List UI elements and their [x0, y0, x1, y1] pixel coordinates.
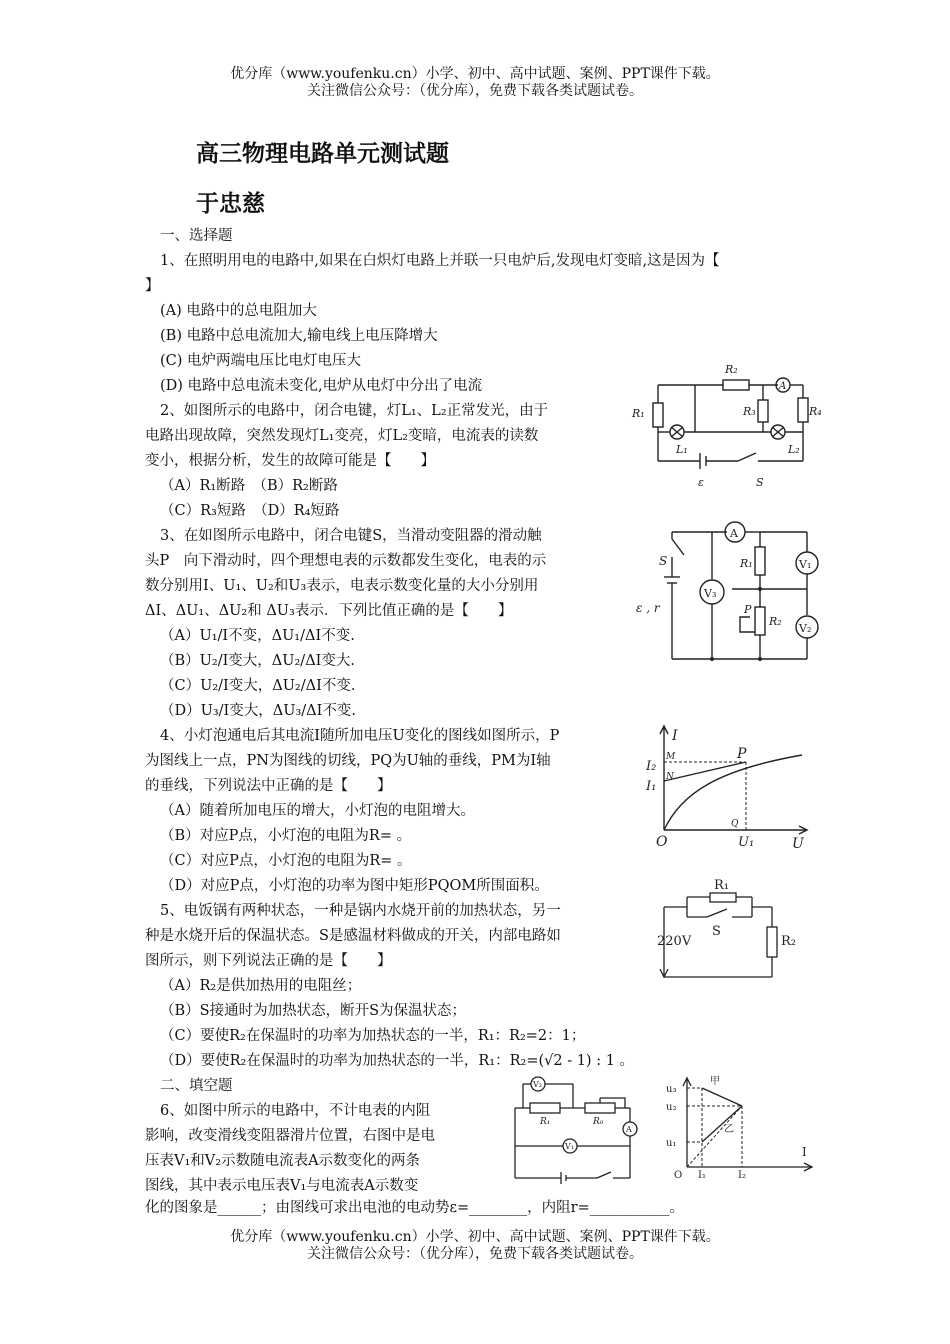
label-r0: R₀: [593, 1117, 604, 1127]
label-emf: ε: [698, 476, 704, 489]
label-r2: R₂: [725, 363, 738, 376]
header-line-1: 优分库（www.youfenku.cn）小学、初中、高中试题、案例、PPT课件下载。: [230, 66, 720, 82]
q4-option-c: （C）对应P点，小灯泡的电阻为R= 。: [160, 853, 412, 869]
point-m-label: M: [666, 752, 676, 762]
q1-stem: 1、在照明用电的电路中,如果在白炽灯电路上并联一只电炉后,发现电灯变暗,这是因为【: [160, 253, 720, 269]
q6-stem-4: 图线，其中表示电压表V₁与电流表A示数变: [145, 1178, 419, 1194]
page-header: [0, 66, 950, 100]
q1-bracket: 】: [145, 278, 160, 294]
point-n-label: N: [666, 772, 674, 782]
line-yi-label: 乙: [724, 1124, 734, 1135]
section-choice: 一、选择题: [160, 228, 233, 244]
point-q-label: Q: [731, 819, 739, 829]
label-switch: S: [756, 476, 764, 489]
label-ammeter: A: [626, 1125, 632, 1134]
label-v2: V₂: [799, 622, 812, 635]
label-l2: L₂: [788, 443, 800, 456]
label-l1: L₁: [676, 443, 688, 456]
q1-option-d: (D) 电路中总电流未变化,电炉从电灯中分出了电流: [160, 378, 483, 394]
label-v1: V₁: [799, 558, 812, 571]
q2-options-ab: （A）R₁断路 （B）R₂断路: [160, 478, 338, 494]
tick-i1: I₁: [698, 1170, 706, 1181]
q2-stem-3: 变小，根据分析，发生的故障可能是【 】: [145, 453, 435, 469]
q5-option-a: （A）R₂是供加热用的电阻丝；: [160, 978, 362, 994]
label-emf-r: ε , r: [636, 601, 660, 615]
section-fill: 二、填空题: [160, 1078, 233, 1094]
q3-stem-3: 数分别用I、U₁、U₂和U₃表示，电表示数变化量的大小分别用: [145, 578, 539, 594]
tick-u2: u₂: [666, 1102, 677, 1113]
label-r2: R₂: [769, 615, 782, 628]
q4-option-d: （D）对应P点，小灯泡的功率为图中矩形PQOM所围面积。: [160, 878, 549, 894]
label-v3: V₃: [704, 587, 717, 600]
q6-stem-1: 6、如图中所示的电路中，不计电表的内阻: [160, 1103, 431, 1119]
q4-option-b: （B）对应P点，小灯泡的电阻为R= 。: [160, 828, 412, 844]
q3-stem-1: 3、在如图所示电路中，闭合电键S，当滑动变阻器的滑动触: [160, 528, 542, 544]
tick-u3: u₃: [666, 1084, 677, 1095]
page-footer: [0, 1229, 950, 1263]
figure-q4-iu-graph: [642, 718, 817, 853]
label-v1: V₁: [565, 1142, 574, 1151]
q5-option-d: （D）要使R₂在保温时的功率为加热状态的一半，R₁：R₂=(√2 - 1) : 1 。: [160, 1053, 635, 1069]
q5-option-b: （B）S接通时为加热状态，断开S为保温状态；: [160, 1003, 467, 1019]
q4-stem-2: 为图线上一点，PN为图线的切线，PQ为U轴的垂线，PM为I轴: [145, 753, 551, 769]
line-jia-label: 甲: [710, 1076, 720, 1087]
label-ammeter: A: [779, 381, 787, 392]
label-r1: R₁: [540, 1117, 551, 1127]
q3-stem-2: 头P 向下滑动时，四个理想电表的示数都发生变化，电表的示: [145, 553, 547, 569]
label-switch: S: [712, 924, 721, 939]
figure-q3-circuit: [632, 517, 837, 667]
header-line-2: 关注微信公众号：（优分库），免费下载各类试题试卷。: [307, 83, 643, 99]
q1-option-b: (B) 电路中总电流加大,输电线上电压降增大: [160, 328, 438, 344]
axis-i-label: I: [802, 1145, 807, 1159]
q4-option-a: （A）随着所加电压的增大，小灯泡的电阻增大。: [160, 803, 475, 819]
origin-label: O: [674, 1170, 683, 1181]
q3-option-b: （B）U₂/I变大，ΔU₂/ΔI变大.: [160, 653, 355, 669]
q2-stem-2: 电路出现故障，突然发现灯L₁变亮，灯L₂变暗，电流表的读数: [145, 428, 539, 444]
figure-q6-ui-graph: [662, 1072, 822, 1187]
q6-stem-2: 影响，改变滑线变阻器滑片位置，右图中是电: [145, 1128, 435, 1144]
label-r1: R₁: [740, 557, 753, 570]
label-switch: S: [659, 554, 668, 568]
label-ammeter: A: [730, 527, 738, 540]
q6-stem-5: 化的图象是______；由图线可求出电池的电动势ε=________，内阻r=___________。: [145, 1200, 684, 1216]
label-r1: R₁: [632, 407, 645, 420]
label-voltage: 220V: [657, 934, 692, 949]
label-r4: R₄: [809, 405, 822, 418]
label-r3: R₃: [743, 405, 756, 418]
q5-stem-1: 5、电饭锅有两种状态，一种是锅内水烧开前的加热状态，另一: [160, 903, 561, 919]
figure-q2-circuit: [628, 355, 828, 495]
q3-option-c: （C）U₂/I变大，ΔU₂/ΔI不变.: [160, 678, 356, 694]
q2-options-cd: （C）R₃短路 （D）R₄短路: [160, 503, 340, 519]
figure-q6-circuit: [505, 1072, 645, 1187]
axis-i-label: I: [672, 728, 678, 744]
q5-stem-2: 种是水烧开后的保温状态。S是感温材料做成的开关，内部电路如: [145, 928, 561, 944]
tick-i2: I₂: [738, 1170, 746, 1181]
q6-stem-3: 压表V₁和V₂示数随电流表A示数变化的两条: [145, 1153, 421, 1169]
tick-u1: u₁: [666, 1138, 677, 1149]
footer-line-1: 优分库（www.youfenku.cn）小学、初中、高中试题、案例、PPT课件下载。: [230, 1229, 720, 1245]
q5-stem-3: 图所示，则下列说法正确的是【 】: [145, 953, 392, 969]
q3-option-a: （A）U₁/I不变，ΔU₁/ΔI不变.: [160, 628, 355, 644]
figure-q5-circuit: [652, 877, 807, 987]
axis-u-label: U: [792, 836, 804, 852]
tick-i1: I₁: [646, 779, 657, 794]
q4-stem-3: 的垂线，下列说法中正确的是【 】: [145, 778, 392, 794]
footer-line-2: 关注微信公众号：（优分库），免费下载各类试题试卷。: [307, 1246, 643, 1262]
origin-label: O: [656, 834, 668, 850]
author-name: 于忠慈: [196, 191, 265, 217]
label-v2: V₂: [533, 1080, 542, 1089]
q3-stem-4: ΔI、ΔU₁、ΔU₂和 ΔU₃表示．下列比值正确的是【 】: [145, 603, 513, 619]
tick-u1: U₁: [738, 835, 755, 850]
q1-option-a: (A) 电路中的总电阻加大: [160, 303, 317, 319]
q2-stem-1: 2、如图所示的电路中，闭合电键，灯L₁、L₂正常发光，由于: [160, 403, 549, 419]
q3-option-d: （D）U₃/I变大，ΔU₃/ΔI不变.: [160, 703, 356, 719]
q5-option-c: （C）要使R₂在保温时的功率为加热状态的一半，R₁：R₂=2：1；: [160, 1028, 586, 1044]
label-r1: R₁: [714, 878, 729, 893]
label-r2: R₂: [781, 934, 796, 949]
q4-stem-1: 4、小灯泡通电后其电流I随所加电压U变化的图线如图所示，P: [160, 728, 560, 744]
label-p: P: [744, 603, 752, 616]
tick-i2: I₂: [646, 759, 657, 774]
q1-option-c: (C) 电炉两端电压比电灯电压大: [160, 353, 362, 369]
point-p-label: P: [737, 746, 747, 762]
page-title: 高三物理电路单元测试题: [196, 141, 449, 167]
